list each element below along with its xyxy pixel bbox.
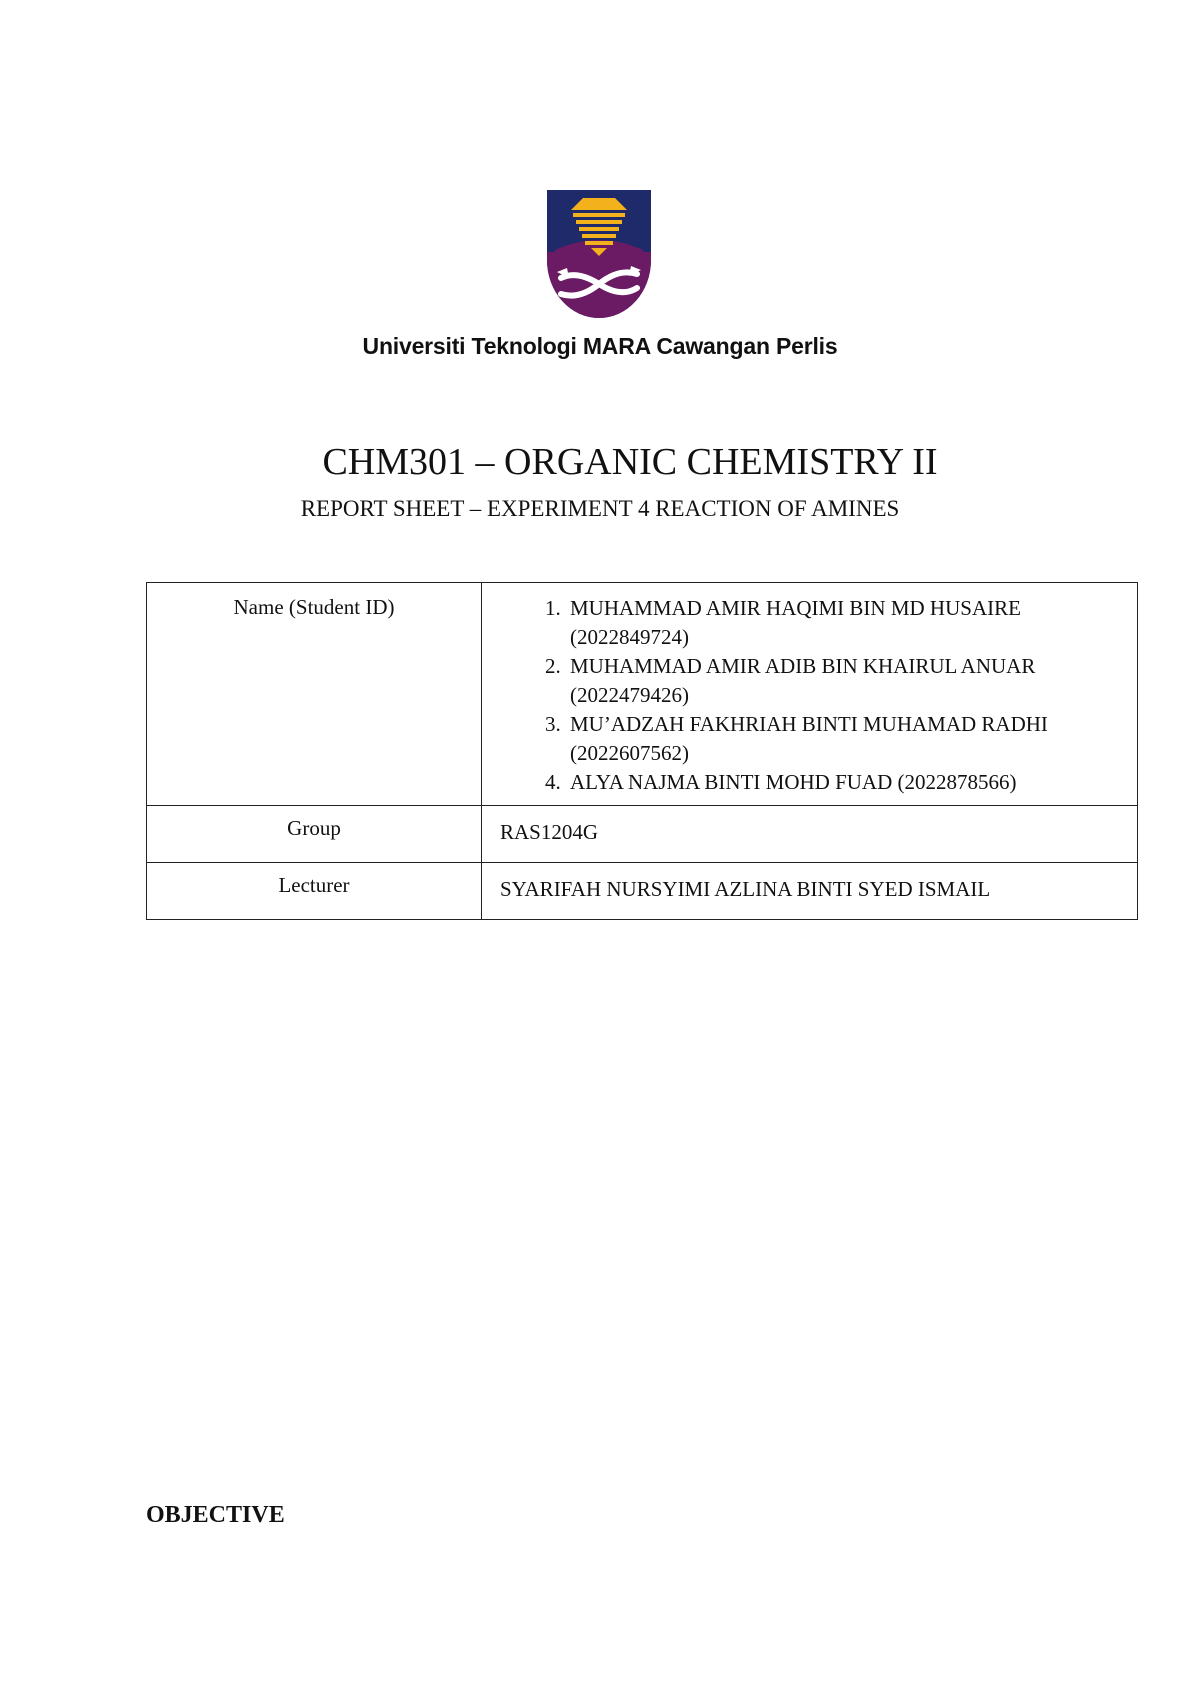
name-label: Name (Student ID) [147, 583, 482, 806]
report-subtitle: REPORT SHEET – EXPERIMENT 4 REACTION OF AMINES [300, 496, 900, 521]
student-info-table [146, 582, 1138, 920]
lecturer-value: SYARIFAH NURSYIMI AZLINA BINTI SYED ISMAIL [500, 877, 991, 901]
group-value-cell [482, 806, 1138, 863]
uitm-crest-icon [547, 190, 651, 318]
table-row-group [147, 806, 1138, 863]
table-row-names [147, 583, 1138, 806]
lecturer-value-cell [482, 863, 1138, 920]
student-item-3: 3. MU’ADZAH FAKHRIAH BINTI MUHAMAD RADHI (2022607562) [566, 710, 1117, 768]
student-item-1: 1. MUHAMMAD AMIR HAQIMI BIN MD HUSAIRE (2022849724) [566, 594, 1117, 652]
student-list-cell [482, 583, 1138, 806]
table-row-lecturer [147, 863, 1138, 920]
student-list [482, 594, 1117, 797]
objective-heading: OBJECTIVE [146, 1502, 285, 1528]
group-value: RAS1204G [500, 820, 599, 844]
group-label: Group [147, 806, 482, 863]
course-title: CHM301 – ORGANIC CHEMISTRY II [322, 441, 938, 483]
university-name: Universiti Teknologi MARA Cawangan Perlis [362, 333, 838, 359]
lecturer-label: Lecturer [147, 863, 482, 920]
student-item-2: 2. MUHAMMAD AMIR ADIB BIN KHAIRUL ANUAR (2022479426) [566, 652, 1117, 710]
student-item-4: 4. ALYA NAJMA BINTI MOHD FUAD (2022878566) [566, 768, 1117, 797]
